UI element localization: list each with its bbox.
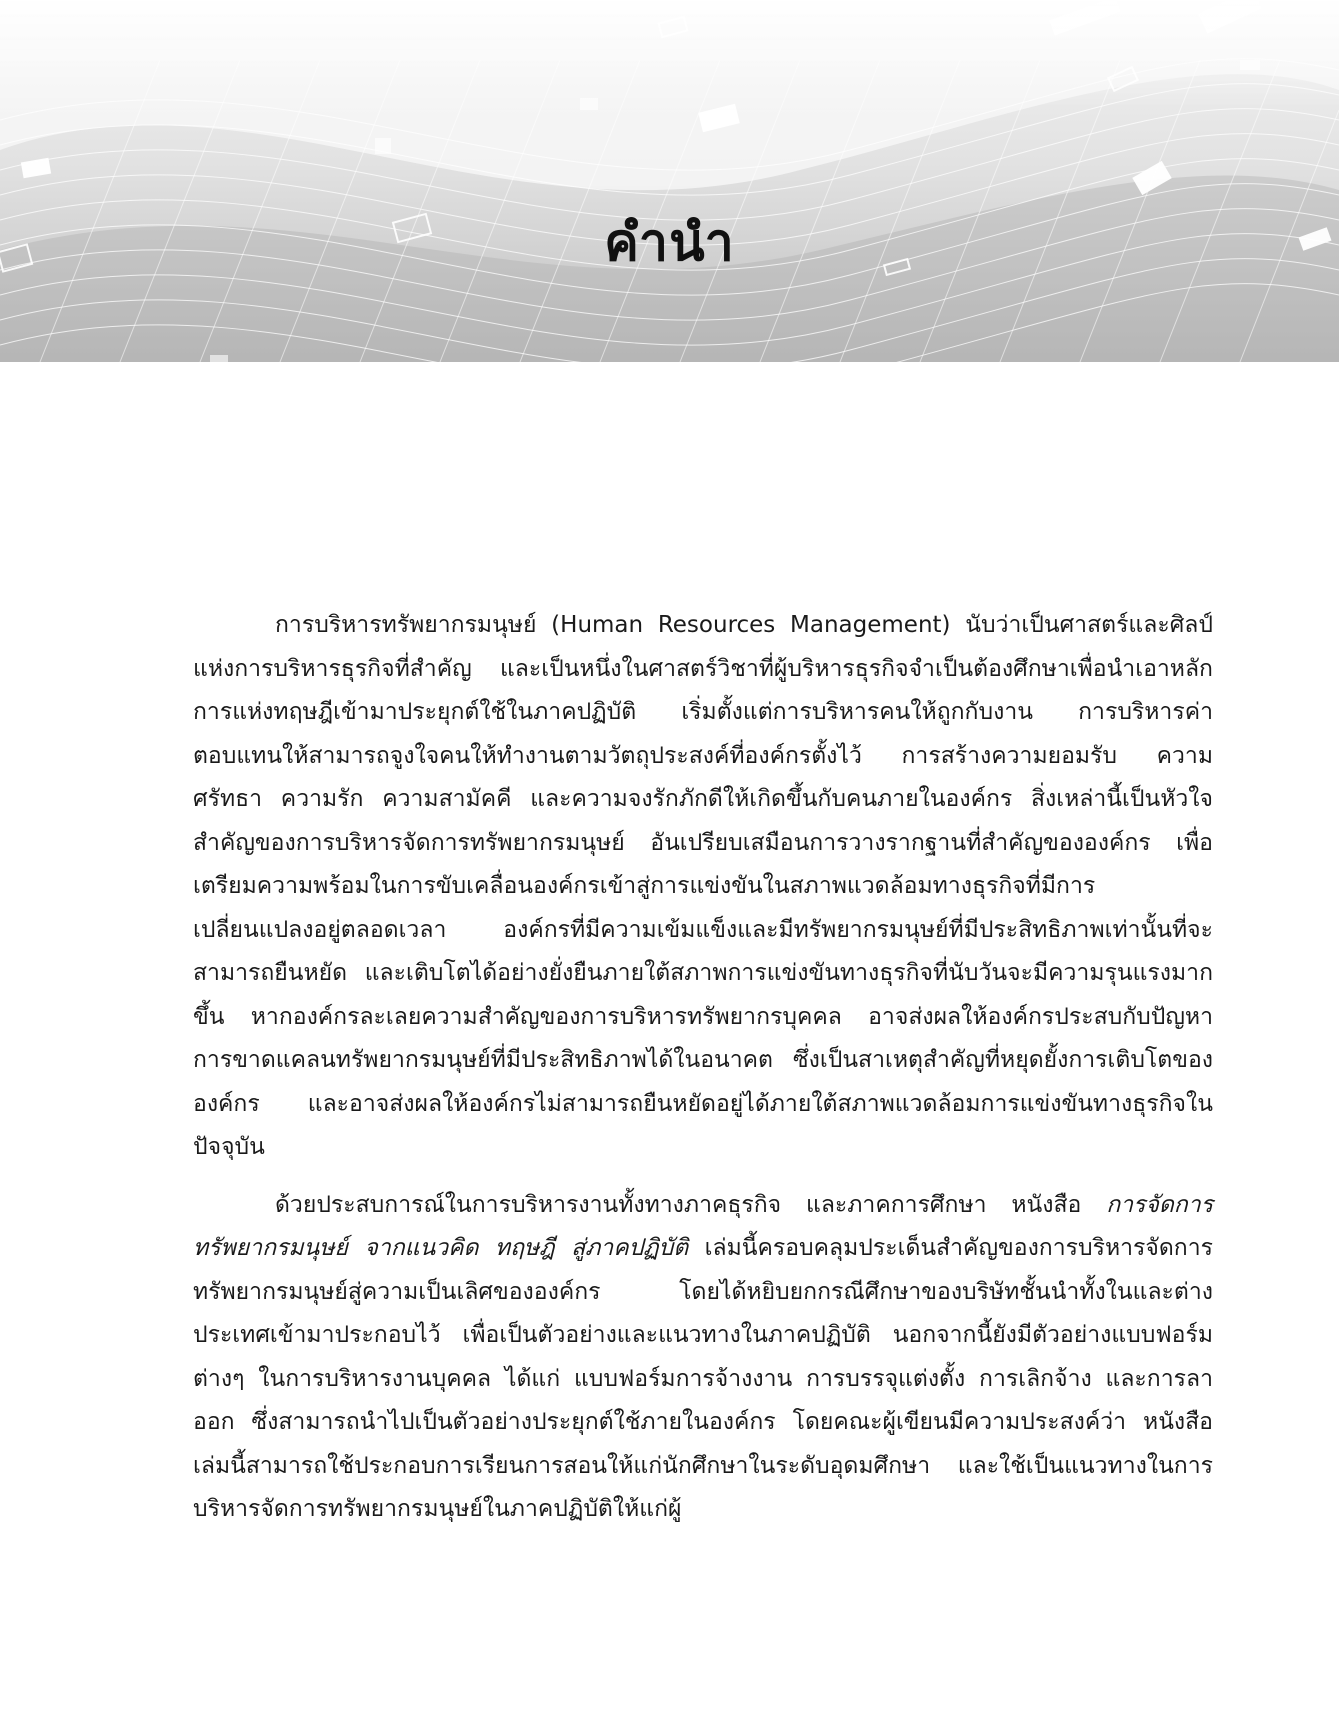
page-title: คำนำ [604,213,735,273]
wave-grid-background [0,0,1339,362]
paragraph-2 [193,1184,1213,1532]
header-banner [0,0,1339,362]
preface-body [193,604,1213,1532]
book-title: การจัดการทรัพยากรมนุษย์ จากแนวคิด ทฤษฎี สู่ภาคปฏิบัติ [193,1191,1213,1261]
paragraph-2-rest: เล่มนี้ครอบคลุมประเด็นสำคัญของการบริหารจัดการทรัพยากรมนุษย์สู่ความเป็นเลิศขององค์กร โดยได้หยิบยกกรณีศึกษาของบริษัทชั้นนำทั้งในและต่างประเทศเข้ามาประกอบไว้ เพื่อเป็นตัวอย่างและแนวทางในภาคปฏิบัติ นอกจากนี้ยังมีตัวอย่างแบบฟอร์มต่างๆ ในการบริหารงานบุคคล ได้แก่ แบบฟอร์มการจ้างงาน การบรรจุแต่งตั้ง การเลิกจ้าง และการลาออก ซึ่งสามารถนำไปเป็นตัวอย่างประยุกต์ใช้ภายในองค์กร โดยคณะผู้เขียนมีความประสงค์ว่า หนังสือเล่มนี้สามารถใช้ประกอบการเรียนการสอนให้แก่นักศึกษาในระดับอุดมศึกษา และใช้เป็นแนวทางในการบริหารจัดการทรัพยากรมนุษย์ในภาคปฏิบัติให้แก่ผู้ [193,1235,1213,1522]
paragraph-2-intro: ด้วยประสบการณ์ในการบริหารงานทั้งทางภาคธุรกิจ และภาคการศึกษา หนังสือ [275,1191,1107,1218]
paragraph-1: การบริหารทรัพยากรมนุษย์ (Human Resources Management) นับว่าเป็นศาสตร์และศิลป์แห่งการบริหารธุรกิจที่สำคัญ และเป็นหนึ่งในศาสตร์วิชาที่ผู้บริหารธุรกิจจำเป็นต้องศึกษาเพื่อนำเอาหลักการแห่งทฤษฎีเข้ามาประยุกต์ใช้ในภาคปฏิบัติ เริ่มตั้งแต่การบริหารคนให้ถูกกับงาน การบริหารค่าตอบแทนให้สามารถจูงใจคนให้ทำงานตามวัตถุประสงค์ที่องค์กรตั้งไว้ การสร้างความยอมรับ ความศรัทธา ความรัก ความสามัคคี และความจงรักภักดีให้เกิดขึ้นกับคนภายในองค์กร สิ่งเหล่านี้เป็นหัวใจสำคัญของการบริหารจัดการทรัพยากรมนุษย์ อันเปรียบเสมือนการวางรากฐานที่สำคัญขององค์กร เพื่อเตรียมความพร้อมในการขับเคลื่อนองค์กรเข้าสู่การแข่งขันในสภาพแวดล้อมทางธุรกิจที่มีการเปลี่ยนแปลงอยู่ตลอดเวลา องค์กรที่มีความเข้มแข็งและมีทรัพยากรมนุษย์ที่มีประสิทธิภาพเท่านั้นที่จะสามารถยืนหยัด และเติบโตได้อย่างยั่งยืนภายใต้สภาพการแข่งขันทางธุรกิจที่นับวันจะมีความรุนแรงมากขึ้น หากองค์กรละเลยความสำคัญของการบริหารทรัพยากรบุคคล อาจส่งผลให้องค์กรประสบกับปัญหาการขาดแคลนทรัพยากรมนุษย์ที่มีประสิทธิภาพได้ในอนาคต ซึ่งเป็นสาเหตุสำคัญที่หยุดยั้งการเติบโตขององค์กร และอาจส่งผลให้องค์กรไม่สามารถยืนหยัดอยู่ได้ภายใต้สภาพแวดล้อมการแข่งขันทางธุรกิจในปัจจุบัน [193,612,1213,1160]
